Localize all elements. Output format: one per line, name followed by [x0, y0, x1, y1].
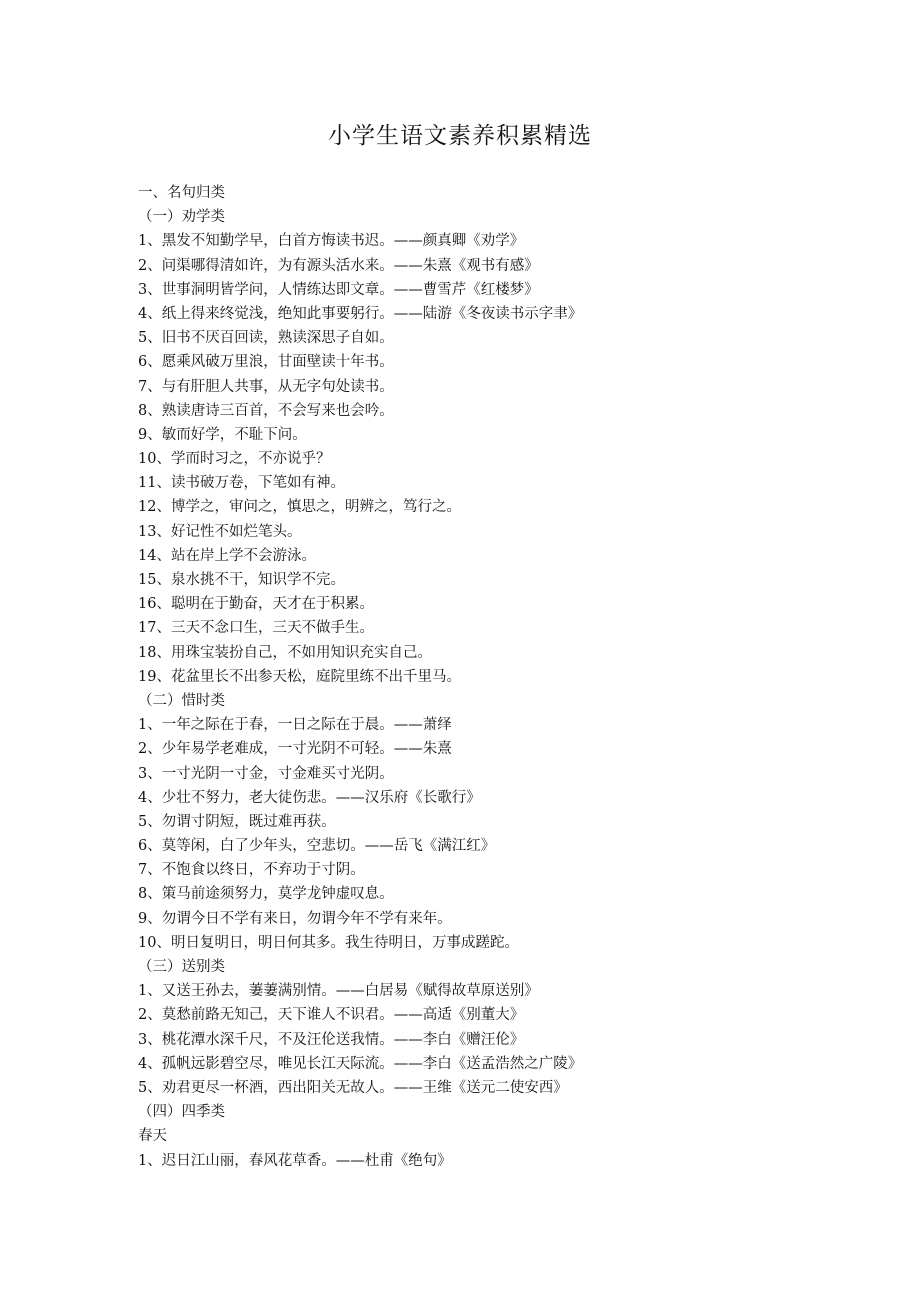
group-heading-si-ji: （四）四季类	[138, 1104, 225, 1121]
list-item: 1、迟日江山丽，春风花草香。——杜甫《绝句》	[138, 1152, 452, 1169]
list-item: 6、愿乘风破万里浪，甘面壁读十年书。	[138, 354, 394, 371]
list-item: 4、纸上得来终觉浅，绝知此事要躬行。——陆游《冬夜读书示字聿》	[138, 305, 583, 322]
list-item: 3、桃花潭水深千尺，不及汪伦送我情。——李白《赠汪伦》	[138, 1031, 525, 1048]
list-item: 2、问渠哪得清如许，为有源头活水来。——朱熹《观书有感》	[138, 257, 539, 274]
list-item: 5、劝君更尽一杯酒，西出阳关无故人。——王维《送元二使安西》	[138, 1079, 568, 1096]
list-item: 8、策马前途须努力，莫学龙钟虚叹息。	[138, 886, 394, 903]
list-item: 6、莫等闲，白了少年头，空悲切。——岳飞《满江红》	[138, 838, 496, 855]
list-item: 18、用珠宝装扮自己，不如用知识充实自己。	[138, 644, 432, 661]
section-heading: 一、名句归类	[138, 185, 225, 201]
list-item: 12、博学之，审问之，慎思之，明辨之，笃行之。	[138, 499, 461, 516]
list-item: 5、勿谓寸阴短，既过难再获。	[138, 813, 336, 830]
list-item: 11、读书破万卷，下笔如有神。	[138, 475, 345, 492]
list-item: 10、学而时习之，不亦说乎？	[138, 451, 331, 468]
group-heading-quan-xue: （一）劝学类	[138, 209, 225, 226]
list-item: 3、一寸光阴一寸金，寸金难买寸光阴。	[138, 765, 394, 782]
page-title: 小学生语文素养积累精选	[328, 123, 592, 149]
list-item: 17、三天不念口生，三天不做手生。	[138, 620, 374, 637]
list-item: 7、不饱食以终日，不弃功于寸阴。	[138, 862, 365, 879]
list-item: 16、聪明在于勤奋，天才在于积累。	[138, 596, 374, 613]
list-item: 1、黑发不知勤学早，白首方悔读书迟。——颜真卿《劝学》	[138, 233, 525, 250]
list-item: 4、少壮不努力，老大徒伤悲。——汉乐府《长歌行》	[138, 789, 481, 806]
list-item: 15、泉水挑不干，知识学不完。	[138, 572, 345, 588]
season-heading-spring: 春天	[138, 1128, 167, 1145]
list-item: 8、熟读唐诗三百首，不会写来也会吟。	[138, 402, 394, 419]
document-body	[138, 181, 838, 1173]
list-item: 10、明日复明日，明日何其多。我生待明日，万事成蹉跎。	[138, 934, 519, 951]
group-heading-xi-shi: （二）惜时类	[138, 692, 225, 709]
list-item: 2、少年易学老难成，一寸光阴不可轻。——朱熹	[138, 741, 452, 758]
list-item: 4、孤帆远影碧空尽，唯见长江天际流。——李白《送孟浩然之广陵》	[138, 1055, 583, 1072]
list-item: 3、世事洞明皆学问，人情练达即文章。——曹雪芹《红楼梦》	[138, 281, 539, 298]
list-item: 1、一年之际在于春，一日之际在于晨。——萧绎	[138, 717, 452, 734]
list-item: 9、勿谓今日不学有来日，勿谓今年不学有来年。	[138, 910, 452, 927]
list-item: 5、旧书不厌百回读，熟读深思子自如。	[138, 330, 394, 347]
list-item: 14、站在岸上学不会游泳。	[138, 547, 316, 564]
group-heading-song-bie: （三）送别类	[138, 959, 225, 975]
list-item: 13、好记性不如烂笔头。	[138, 523, 302, 540]
list-item: 9、敏而好学，不耻下问。	[138, 426, 307, 443]
list-item: 19、花盆里长不出参天松，庭院里练不出千里马。	[138, 668, 461, 685]
list-item: 7、与有肝胆人共事，从无字句处读书。	[138, 378, 394, 395]
list-item: 1、又送王孙去，萋萋满别情。——白居易《赋得故草原送别》	[138, 983, 539, 1000]
list-item: 2、莫愁前路无知己，天下谁人不识君。——高适《别董大》	[138, 1007, 525, 1024]
